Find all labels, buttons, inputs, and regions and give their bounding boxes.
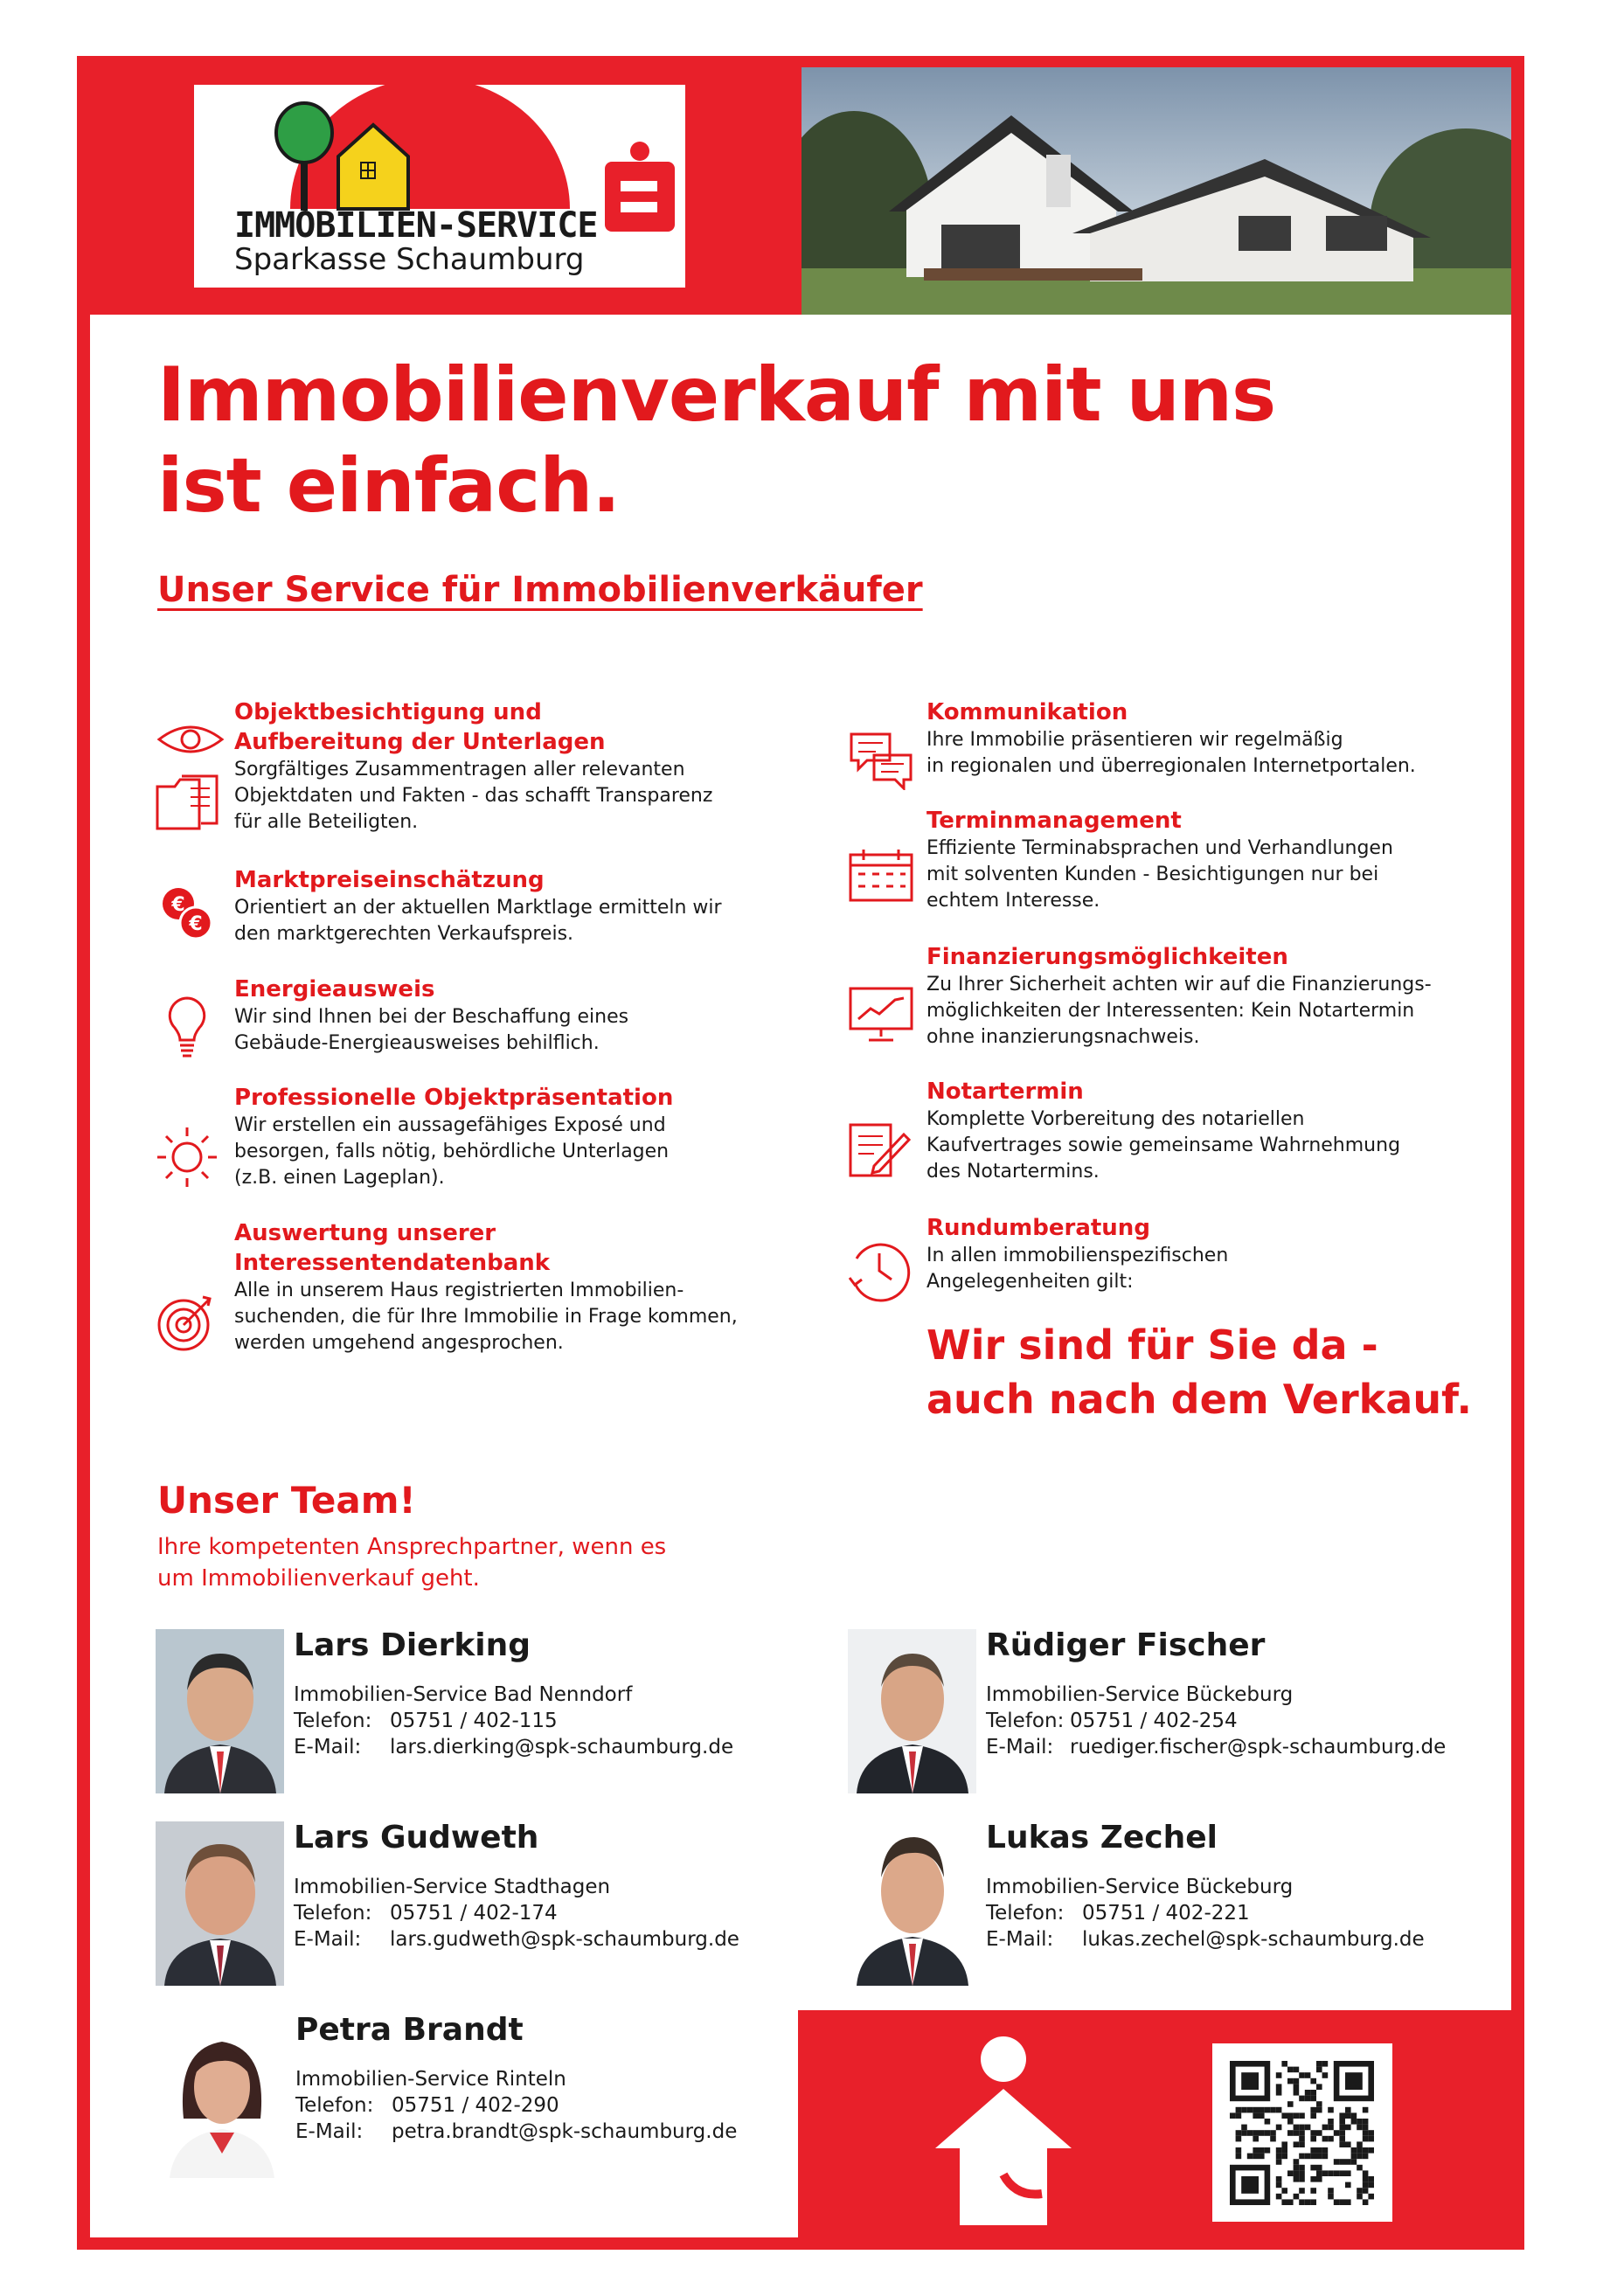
euro-coins-icon — [161, 883, 217, 944]
service-text: Orientiert an der aktuellen Marktlage ermitteln wir — [234, 897, 722, 919]
email-label: E-Mail: — [294, 1736, 362, 1758]
phone-label: Telefon: — [986, 1902, 1065, 1925]
email-label: E-Mail: — [295, 2120, 364, 2143]
avatar — [157, 2014, 286, 2178]
service-text: möglichkeiten der Interessenten: Kein Notartermin — [926, 1000, 1415, 1022]
service-finanzierung — [926, 942, 1468, 1051]
team-subtitle — [157, 1531, 717, 1594]
service-text: in regionalen und überregionalen Internetportalen. — [926, 755, 1416, 777]
clock-icon — [846, 1238, 913, 1304]
member-office: Immobilien-Service Stadthagen — [294, 1876, 611, 1898]
service-title: Notartermin — [926, 1079, 1084, 1105]
contract-pen-icon — [848, 1122, 911, 1178]
member-name: Lars Gudweth — [294, 1820, 539, 1856]
service-text: Wir sind Ihnen bei der Beschaffung eines — [234, 1006, 629, 1028]
team-member-card — [156, 1629, 785, 1795]
svg-text:€: € — [171, 894, 185, 916]
member-name: Petra Brandt — [295, 2012, 524, 2048]
service-text: Angelegenheiten gilt: — [926, 1271, 1134, 1293]
service-text: für alle Beteiligten. — [234, 811, 419, 833]
headline-line2: ist einfach. — [157, 442, 621, 530]
service-title: Terminmanagement — [926, 808, 1182, 834]
service-objektbesichtigung — [234, 697, 776, 836]
service-title: Objektbesichtigung und — [234, 699, 542, 725]
service-interessentendatenbank — [234, 1218, 776, 1356]
member-details — [986, 1874, 1425, 1953]
service-text: Komplette Vorbereitung des notariellen — [926, 1108, 1305, 1130]
brand-logo — [194, 85, 685, 288]
service-text: des Notartermins. — [926, 1161, 1100, 1183]
service-text: (z.B. einen Lageplan). — [234, 1167, 445, 1189]
service-rundumberatung — [926, 1213, 1468, 1295]
team-member-card — [848, 1629, 1477, 1795]
service-title: Aufbereitung der Unterlagen — [234, 729, 606, 755]
team-subtitle-line1: Ihre kompetenten Ansprechpartner, wenn es — [157, 1534, 667, 1560]
team-member-card — [156, 1821, 785, 1987]
service-text: mit solventen Kunden - Besichtigungen nur bei — [926, 864, 1379, 885]
service-terminmanagement — [926, 806, 1468, 914]
member-details — [294, 1874, 739, 1953]
closing-line1: Wir sind für Sie da - — [926, 1321, 1378, 1369]
eye-folder-icon — [156, 718, 226, 841]
service-title: Finanzierungsmöglichkeiten — [926, 944, 1288, 970]
service-title: Rundumberatung — [926, 1215, 1150, 1241]
phone-label: Telefon: — [295, 2094, 374, 2117]
member-name: Lars Dierking — [294, 1627, 531, 1663]
closing-statement — [926, 1318, 1472, 1426]
service-energieausweis — [234, 975, 776, 1057]
headline-line1: Immobilienverkauf mit uns — [157, 351, 1276, 439]
member-details — [294, 1682, 733, 1760]
member-name: Rüdiger Fischer — [986, 1627, 1266, 1663]
avatar — [156, 1821, 284, 1986]
service-kommunikation — [926, 697, 1468, 780]
team-subtitle-line2: um Immobilienverkauf geht. — [157, 1565, 480, 1592]
service-title: Marktpreiseinschätzung — [234, 867, 545, 893]
phone-label: Telefon: — [294, 1710, 372, 1732]
service-notartermin — [926, 1077, 1468, 1185]
member-details — [295, 2066, 737, 2145]
service-marktpreis — [234, 865, 776, 947]
team-member-card — [157, 2014, 787, 2180]
service-text: Zu Ihrer Sicherheit achten wir auf die Finanzierungs- — [926, 974, 1432, 995]
service-text: echtem Interesse. — [926, 890, 1100, 912]
brand-line1: IMMOBILIEN-SERVICE — [234, 205, 598, 246]
sun-icon — [156, 1126, 219, 1189]
avatar — [156, 1629, 284, 1793]
member-email[interactable]: ruediger.fischer@spk-schaumburg.de — [1070, 1736, 1447, 1758]
service-objektpraesentation — [234, 1083, 776, 1191]
team-title: Unser Team! — [157, 1479, 416, 1522]
target-icon — [156, 1292, 217, 1353]
member-name: Lukas Zechel — [986, 1820, 1218, 1856]
service-text: Objektdaten und Fakten - das schafft Transparenz — [234, 785, 713, 807]
service-text: Wir erstellen ein aussagefähiges Exposé und — [234, 1114, 666, 1136]
house-person-icon — [935, 2035, 1072, 2225]
service-text: Sorgfältiges Zusammentragen aller relevanten — [234, 759, 685, 780]
service-text: suchenden, die für Ihre Immobilie in Frage kommen, — [234, 1306, 738, 1328]
svg-text:€: € — [189, 913, 203, 935]
service-text: besorgen, falls nötig, behördliche Unterlagen — [234, 1141, 670, 1162]
service-text: Kaufvertrages sowie gemeinsame Wahrnehmung — [926, 1134, 1401, 1156]
section-subtitle: Unser Service für Immobilienverkäufer — [157, 570, 923, 610]
member-office: Immobilien-Service Bad Nenndorf — [294, 1683, 633, 1706]
member-office: Immobilien-Service Bückeburg — [986, 1876, 1294, 1898]
member-details — [986, 1682, 1446, 1760]
calendar-icon — [848, 848, 914, 904]
member-email[interactable]: lars.dierking@spk-schaumburg.de — [390, 1736, 734, 1758]
brand-line2: Sparkasse Schaumburg — [234, 242, 585, 277]
email-label: E-Mail: — [986, 1928, 1054, 1951]
member-email[interactable]: lukas.zechel@spk-schaumburg.de — [1082, 1928, 1425, 1951]
closing-line2: auch nach dem Verkauf. — [926, 1376, 1473, 1423]
avatar — [848, 1629, 976, 1793]
chat-bubbles-icon — [848, 731, 914, 790]
email-label: E-Mail: — [294, 1928, 362, 1951]
avatar — [848, 1821, 976, 1986]
house-photo — [802, 67, 1511, 315]
service-title: Kommunikation — [926, 699, 1128, 725]
team-member-card — [848, 1821, 1477, 1987]
service-title: Professionelle Objektpräsentation — [234, 1085, 674, 1111]
phone-label: Telefon: — [986, 1710, 1065, 1732]
service-title: Auswertung unserer — [234, 1220, 496, 1246]
member-phone[interactable]: 05751 / 402-115 — [390, 1710, 558, 1732]
member-office: Immobilien-Service Rinteln — [295, 2068, 566, 2091]
service-title: Energieausweis — [234, 976, 435, 1002]
member-email[interactable]: petra.brandt@spk-schaumburg.de — [392, 2120, 738, 2143]
service-text: Alle in unserem Haus registrierten Immobilien- — [234, 1280, 684, 1301]
phone-label: Telefon: — [294, 1902, 372, 1925]
service-title: Interessentendatenbank — [234, 1250, 551, 1276]
qr-code[interactable] — [1212, 2043, 1392, 2222]
service-text: Ihre Immobilie präsentieren wir regelmäßig — [926, 729, 1343, 751]
service-text: Gebäude-Energieausweises behilflich. — [234, 1032, 600, 1054]
member-phone[interactable]: 05751 / 402-174 — [390, 1902, 558, 1925]
member-office: Immobilien-Service Bückeburg — [986, 1683, 1294, 1706]
service-text: den marktgerechten Verkaufspreis. — [234, 923, 574, 945]
chart-monitor-icon — [848, 986, 914, 1044]
service-text: werden umgehend angesprochen. — [234, 1332, 564, 1354]
member-phone[interactable]: 05751 / 402-254 — [1070, 1710, 1238, 1732]
service-text: ohne inanzierungsnachweis. — [926, 1026, 1200, 1048]
lightbulb-icon — [166, 995, 208, 1061]
service-text: Effiziente Terminabsprachen und Verhandlungen — [926, 837, 1393, 859]
member-phone[interactable]: 05751 / 402-290 — [392, 2094, 559, 2117]
page-title — [157, 350, 1381, 531]
service-text: In allen immobilienspezifischen — [926, 1245, 1229, 1266]
email-label: E-Mail: — [986, 1736, 1054, 1758]
member-phone[interactable]: 05751 / 402-221 — [1082, 1902, 1250, 1925]
member-email[interactable]: lars.gudweth@spk-schaumburg.de — [390, 1928, 739, 1951]
